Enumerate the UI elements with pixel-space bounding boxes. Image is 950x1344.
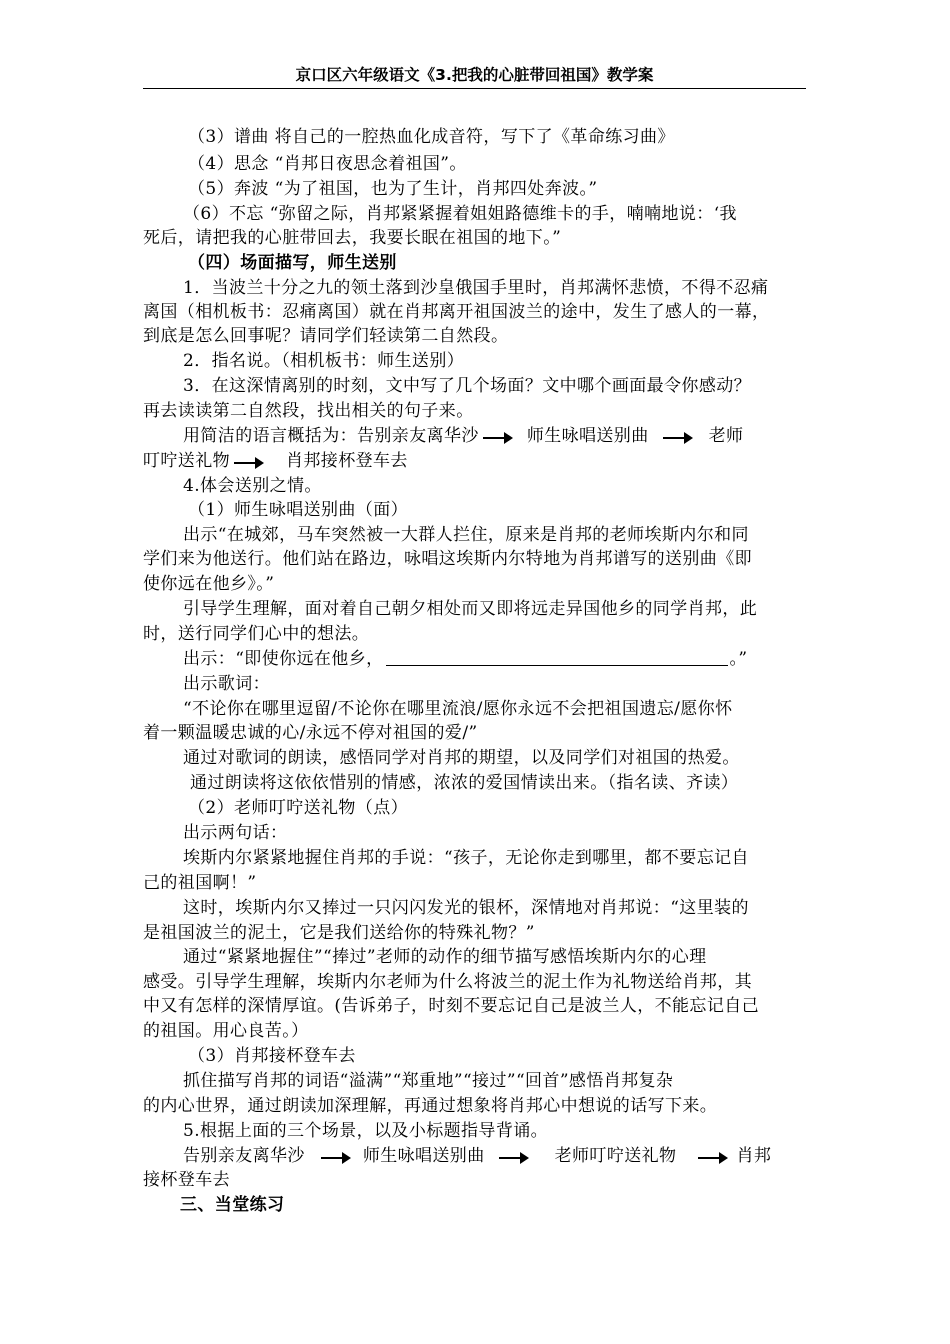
page-header-title: 京口区六年级语文《3.把我的心脏带回祖国》教学案 xyxy=(295,66,654,84)
right-arrow-icon xyxy=(234,449,264,473)
section-heading: （四）场面描写，师生送别 xyxy=(188,253,397,273)
text-line: 3．在这深情离别的时刻，文中写了几个场面？文中哪个画面最令你感动？ xyxy=(183,376,752,396)
text-line: 再去读读第二自然段，找出相关的句子来。 xyxy=(143,401,474,421)
summary-scene-4a: 肖邦 xyxy=(736,1146,772,1166)
summary-scene-3: 老师叮咛送礼物 xyxy=(554,1146,677,1166)
summary-line: 接杯登车去 xyxy=(143,1170,230,1190)
text-line: （6）不忘 “弥留之际，肖邦紧紧握着姐姐路德维卡的手，喃喃地说：‘我 xyxy=(183,204,737,224)
summary-scene-2: 师生咏唱送别曲 xyxy=(526,426,649,446)
subsection-heading: （1）师生咏唱送别曲（面） xyxy=(188,500,409,520)
text-line: 的祖国。用心良苦。） xyxy=(143,1021,309,1041)
summary-line xyxy=(143,449,408,473)
right-arrow-icon xyxy=(321,1144,351,1168)
subsection-heading: （2）老师叮咛送礼物（点） xyxy=(188,798,409,818)
text-line: 死后，请把我的心脏带回去，我要长眠在祖国的地下。” xyxy=(143,228,562,248)
summary-line xyxy=(183,424,743,448)
text-line: 中又有怎样的深情厚谊。(告诉弟子，时刻不要忘记自己是波兰人，不能忘记自己 xyxy=(143,996,760,1016)
summary-scene-1: 告别亲友离华沙 xyxy=(183,1146,305,1166)
right-arrow-icon xyxy=(483,424,513,448)
page-header xyxy=(143,64,806,89)
summary-scene-4: 肖邦接杯登车去 xyxy=(286,451,408,471)
text-line: 通过朗读将这依依惜别的情感，浓浓的爱国情读出来。（指名读、齐读） xyxy=(190,773,739,793)
right-arrow-icon xyxy=(698,1144,728,1168)
fill-in-prompt: 出示：“即使你远在他乡， xyxy=(183,649,384,669)
lyrics-line: “不论你在哪里逗留/不论你在哪里流浪/愿你永远不会把祖国遗忘/愿你怀 xyxy=(183,699,733,719)
text-line: 4.体会送别之情。 xyxy=(183,476,322,496)
lyrics-line: 着一颗温暖忠诚的心/永远不停对祖国的爱/” xyxy=(143,723,478,743)
section-heading: 三、当堂练习 xyxy=(180,1195,285,1215)
text-line: （4）思念 “肖邦日夜思念着祖国”。 xyxy=(188,154,467,174)
summary-scene-1: 用简洁的语言概括为：告别亲友离华沙 xyxy=(183,426,479,446)
text-line: 学们来为他送行。他们站在路边，咏唱这埃斯内尔特地为肖邦谱写的送别曲《即 xyxy=(143,549,752,569)
fill-in-end: 。” xyxy=(729,649,748,669)
text-line: 埃斯内尔紧紧地握住肖邦的手说：“孩子，无论你走到哪里，都不要忘记自 xyxy=(183,848,749,868)
subsection-heading: （3）肖邦接杯登车去 xyxy=(188,1046,356,1066)
text-line: 到底是怎么回事呢？请同学们轻读第二自然段。 xyxy=(143,326,509,346)
text-line: 这时，埃斯内尔又捧过一只闪闪发光的银杯，深情地对肖邦说：“这里装的 xyxy=(183,898,749,918)
text-line: 5.根据上面的三个场景，以及小标题指导背诵。 xyxy=(183,1121,549,1141)
text-line: 抓住描写肖邦的词语“溢满”“郑重地”“接过”“回首”感悟肖邦复杂 xyxy=(183,1071,674,1091)
summary-line xyxy=(183,1144,771,1168)
text-line: 己的祖国啊！” xyxy=(143,873,257,893)
fill-in-blank xyxy=(386,647,728,666)
text-line: 的内心世界，通过朗读加深理解，再通过想象将肖邦心中想说的话写下来。 xyxy=(143,1096,718,1116)
right-arrow-icon xyxy=(499,1144,529,1168)
summary-scene-3b: 叮咛送礼物 xyxy=(143,451,230,471)
text-line: 是祖国波兰的泥土，它是我们送给你的特殊礼物？” xyxy=(143,923,535,943)
text-line: 出示两句话： xyxy=(183,823,288,843)
text-line: 时，送行同学们心中的想法。 xyxy=(143,624,370,644)
right-arrow-icon xyxy=(663,424,693,448)
text-line: 离国（相机板书：忍痛离国）就在肖邦离开祖国波兰的途中，发生了感人的一幕， xyxy=(143,302,770,322)
fill-in-line xyxy=(183,647,748,671)
text-line: 通过对歌词的朗读，感悟同学对肖邦的期望，以及同学们对祖国的热爱。 xyxy=(183,748,740,768)
text-line: 引导学生理解，面对着自己朝夕相处而又即将远走异国他乡的同学肖邦，此 xyxy=(183,599,758,619)
text-line: 通过“紧紧地握住”“捧过”老师的动作的细节描写感悟埃斯内尔的心理 xyxy=(183,947,707,967)
text-line: 使你远在他乡》。” xyxy=(143,574,275,594)
summary-scene-3a: 老师 xyxy=(708,426,744,446)
text-line: （3）谱曲 将自己的一腔热血化成音符，写下了《革命练习曲》 xyxy=(188,127,675,147)
text-line: 感受。引导学生理解，埃斯内尔老师为什么将波兰的泥土作为礼物送给肖邦，其 xyxy=(143,972,752,992)
summary-scene-2: 师生咏唱送别曲 xyxy=(362,1146,485,1166)
text-line: （5）奔波 “为了祖国，也为了生计，肖邦四处奔波。” xyxy=(188,179,598,199)
text-line: 出示歌词： xyxy=(183,674,270,694)
text-line: 2．指名说。（相机板书：师生送别） xyxy=(183,351,465,371)
text-line: 1．当波兰十分之九的领土落到沙皇俄国手里时，肖邦满怀悲愤，不得不忍痛 xyxy=(183,278,769,298)
text-line: 出示“在城郊，马车突然被一大群人拦住，原来是肖邦的老师埃斯内尔和同 xyxy=(183,525,749,545)
